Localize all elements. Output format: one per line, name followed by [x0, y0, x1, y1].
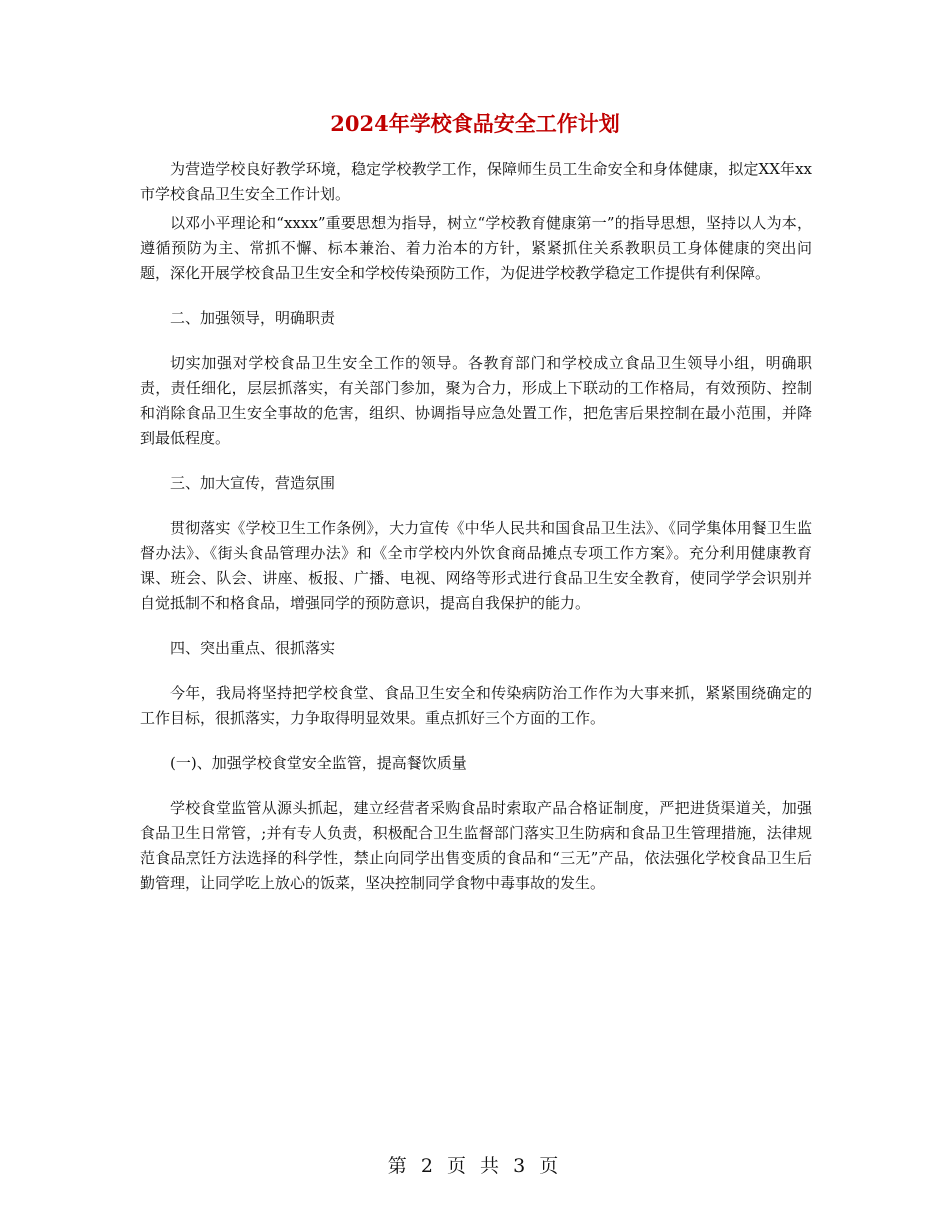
- paragraph-canteen: 学校食堂监管从源头抓起，建立经营者采购食品时索取产品合格证制度，严把进货渠道关，加强食品卫生日常管，;并有专人负责，积极配合卫生监督部门落实卫生防病和食品卫生管理措施，法律规范食品烹饪方法选择的科学性，禁止向同学出售变质的食品和“三无”产品，依法强化学校食品卫生后勤管理，让同学吃上放心的饭菜，坚决控制同学食物中毒事故的发生。: [140, 799, 812, 892]
- section-heading-priorities: 四、突出重点、很抓落实: [170, 639, 336, 657]
- document-body: [140, 157, 812, 896]
- page-label-suffix: 页: [539, 1155, 563, 1177]
- paragraph-priorities: 今年，我局将坚持把学校食堂、食品卫生安全和传染病防治工作作为大事来抓，紧紧围绕确定的工作目标，很抓落实，力争取得明显效果。重点抓好三个方面的工作。: [140, 684, 812, 727]
- section-heading-leadership: 二、加强领导，明确职责: [170, 309, 336, 327]
- page-number-footer: [0, 1151, 950, 1178]
- document-title: 2024年学校食品安全工作计划: [330, 111, 620, 136]
- total-pages-number: 3: [513, 1155, 530, 1177]
- paragraph-intro: 为营造学校良好教学环境，稳定学校教学工作，保障师生员工生命安全和身体健康，拟定XX年xx市学校食品卫生安全工作计划。: [140, 160, 812, 203]
- subsection-heading-canteen: (一)、加强学校食堂安全监管，提高餐饮质量: [170, 754, 467, 772]
- paragraph-leadership: 切实加强对学校食品卫生安全工作的领导。各教育部门和学校成立食品卫生领导小组，明确职责，责任细化，层层抓落实，有关部门参加，聚为合力，形成上下联动的工作格局，有效预防、控制和消除食品卫生安全事故的危害，组织、协调指导应急处置工作，把危害后果控制在最小范围，并降到最低程度。: [140, 354, 812, 447]
- page-label-prefix: 第: [387, 1155, 411, 1177]
- paragraph-guiding-ideology: 以邓小平理论和“xxxx”重要思想为指导，树立“学校教育健康第一”的指导思想，坚持以人为本，遵循预防为主、常抓不懈、标本兼治、着力治本的方针，紧紧抓住关系教职员工身体健康的突出问题，深化开展学校食品卫生安全和学校传染预防工作，为促进学校教学稳定工作提供有利保障。: [140, 214, 812, 282]
- page-label-mid: 页 共: [446, 1155, 504, 1177]
- paragraph-publicity: 贯彻落实《学校卫生工作条例》，大力宣传《中华人民共和国食品卫生法》、《同学集体用餐卫生监督办法》、《街头食品管理办法》和《全市学校内外饮食商品摊点专项工作方案》。充分利用健康教育课、班会、队会、讲座、板报、广播、电视、网络等形式进行食品卫生安全教育，使同学学会识别并自觉抵制不和格食品，增强同学的预防意识，提高自我保护的能力。: [140, 519, 812, 612]
- current-page-number: 2: [420, 1155, 437, 1177]
- section-heading-publicity: 三、加大宣传，营造氛围: [170, 474, 336, 492]
